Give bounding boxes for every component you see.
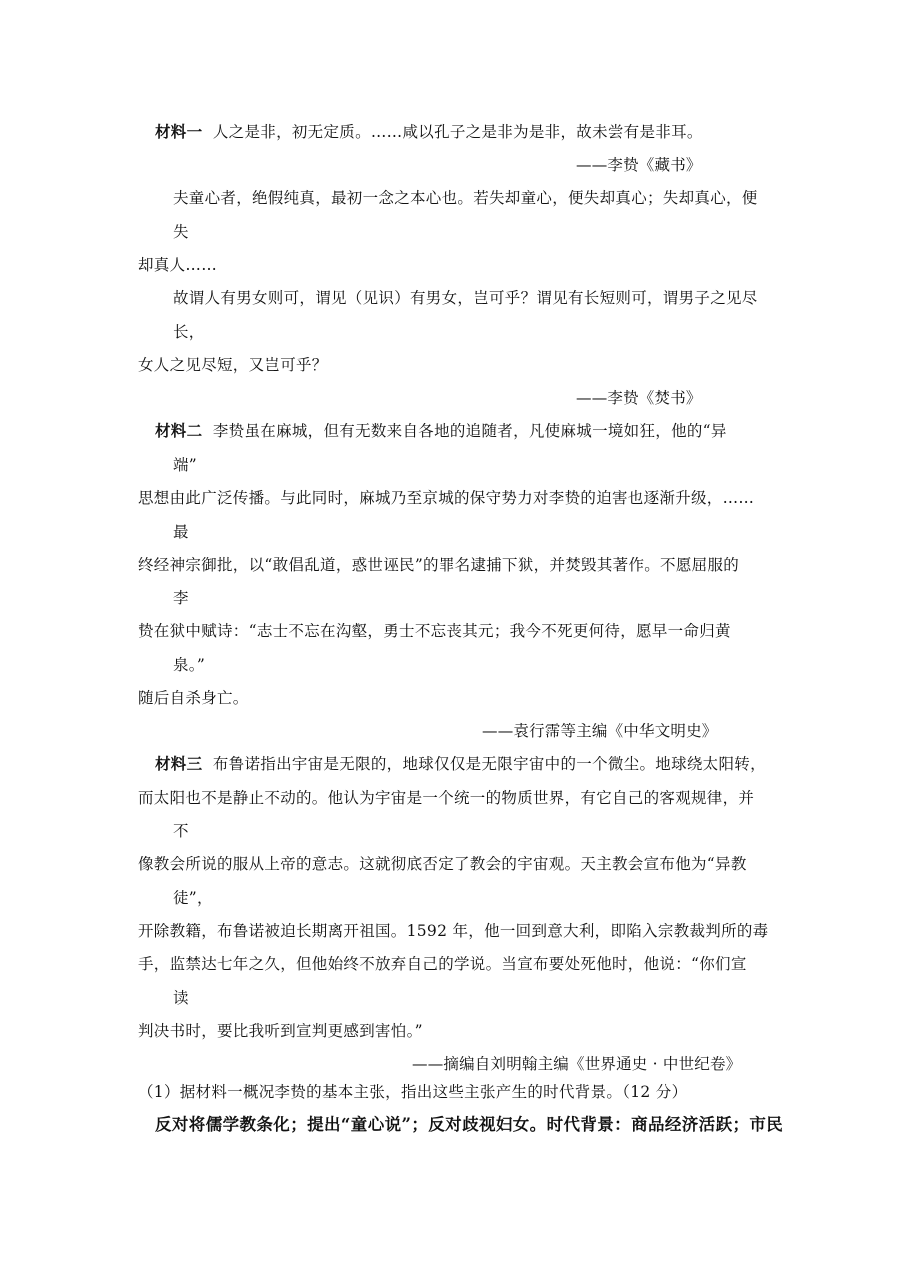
material-2-line-8: 泉。” xyxy=(173,656,206,674)
material-1-label: 材料一 xyxy=(155,122,203,141)
material-1-line-1 xyxy=(155,122,703,142)
material-2-line-1: 材料二 李贽虽在麻城，但有无数来自各地的追随者，凡使麻城一境如狂，他的“异 xyxy=(155,421,727,440)
answer-1: 反对将儒学教条化；提出“童心说”；反对歧视妇女。时代背景：商品经济活跃；市民 xyxy=(155,1115,784,1134)
material-3-line-1: 材料三 布鲁诺指出宇宙是无限的，地球仅仅是无限宇宙中的一个微尘。地球绕太阳转， xyxy=(155,754,766,773)
material-1-source-2: ——李贽《焚书》 xyxy=(576,389,702,407)
material-1-paragraph-3-line-2: 长， xyxy=(173,323,205,341)
material-2-line-6: 李 xyxy=(173,589,189,607)
material-1-text: 人之是非，初无定质。……咸以孔子之是非为是非，故未尝有是非耳。 xyxy=(212,123,703,141)
material-1-paragraph-2-line-2: 失 xyxy=(173,223,189,241)
material-1-paragraph-3-line-1: 故谓人有男女则可，谓见（见识）有男女，岂可乎？谓见有长短则可，谓男子之见尽 xyxy=(173,289,758,307)
material-2-line-9: 随后自杀身亡。 xyxy=(138,689,249,707)
material-3-source: ——摘编自刘明翰主编《世界通史 · 中世纪卷》 xyxy=(412,1055,742,1073)
material-3-line-9: 判决书时，要比我听到宣判更感到害怕。” xyxy=(138,1022,423,1040)
material-2-label: 材料二 xyxy=(155,421,203,440)
material-3-line-7: 手，监禁达七年之久，但他始终不放弃自己的学说。当宣布要处死他时，他说：“你们宣 xyxy=(138,955,747,973)
material-2-source: ——袁行霈等主编《中华文明史》 xyxy=(482,722,718,740)
material-3-line-6: 开除教籍，布鲁诺被迫长期离开祖国。1592 年，他一回到意大利，即陷入宗教裁判所的毒 xyxy=(138,922,769,940)
material-3-line-4: 像教会所说的服从上帝的意志。这就彻底否定了教会的宇宙观。天主教会宣布他为“异教 xyxy=(138,855,747,873)
material-3-line-2: 而太阳也不是静止不动的。他认为宇宙是一个统一的物质世界，有它自己的客观规律，并 xyxy=(138,789,755,807)
material-1-paragraph-2-line-3: 却真人…… xyxy=(138,256,218,274)
material-2-line-4: 最 xyxy=(173,523,189,541)
material-3-line-3: 不 xyxy=(173,822,189,840)
material-1-paragraph-3-line-3: 女人之见尽短，又岂可乎？ xyxy=(138,356,328,374)
question-1: （1）据材料一概况李贽的基本主张，指出这些主张产生的时代背景。（12 分） xyxy=(138,1083,688,1101)
material-2-line-5: 终经神宗御批，以“敢倡乱道，惑世诬民”的罪名逮捕下狱，并焚毁其著作。不愿屈服的 xyxy=(138,556,740,574)
material-2-line-7: 贽在狱中赋诗：“志士不忘在沟壑，勇士不忘丧其元；我今不死更何待，愿早一命归黄 xyxy=(138,622,731,640)
material-1-paragraph-2-line-1: 夫童心者，绝假纯真，最初一念之本心也。若失却童心，便失却真心；失却真心，便 xyxy=(173,189,758,207)
material-3-line-8: 读 xyxy=(173,989,189,1007)
material-3-label: 材料三 xyxy=(155,754,203,773)
material-1-source-1: ——李贽《藏书》 xyxy=(576,156,702,174)
material-3-line-5: 徒”， xyxy=(173,889,213,907)
material-2-line-2: 端” xyxy=(173,456,198,474)
material-2-line-3: 思想由此广泛传播。与此同时，麻城乃至京城的保守势力对李贽的迫害也逐渐升级，…… xyxy=(138,489,755,507)
